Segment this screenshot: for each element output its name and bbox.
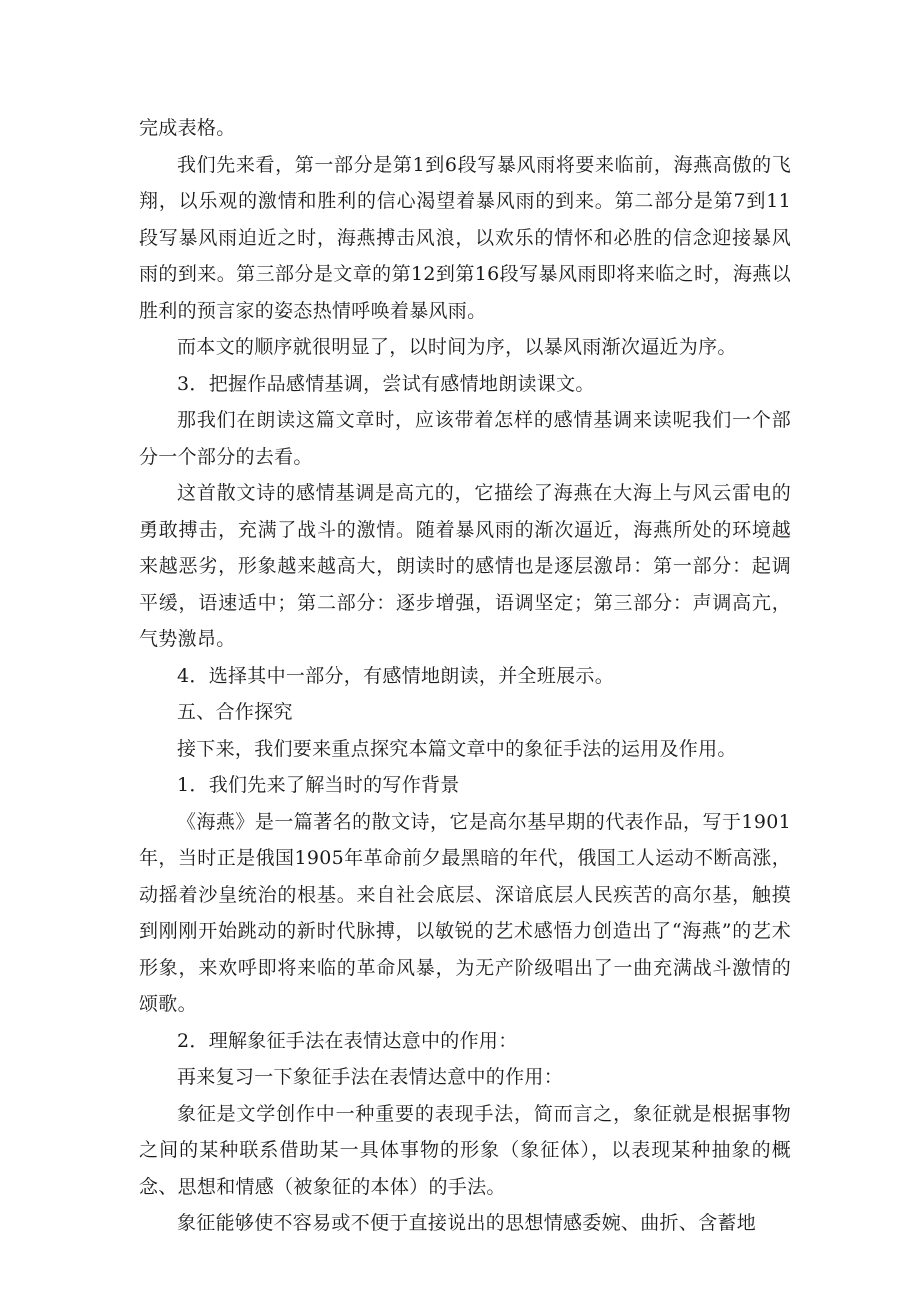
paragraph-review-symbolism: 再来复习一下象征手法在表情达意中的作用： [177, 1066, 564, 1088]
paragraph-item-2-symbolism: 2．理解象征手法在表情达意中的作用： [177, 1029, 518, 1052]
paragraph-order: 而本文的顺序就很明显了，以时间为序，以暴风雨渐次逼近为序。 [177, 336, 737, 358]
paragraph-three-parts: 我们先来看，第一部分是第1到6段写暴风雨将要来临前，海燕高傲的飞翔，以乐观的激情和胜利的信心渴望着暴风雨的到来。第二部分是第7到11段写暴风雨迫近之时，海燕搏击风浪，以欢乐的情怀和必胜的信念迎接暴风雨的到来。第三部分是文章的第12到第16段写暴风雨即将来临之时，海燕以胜利的预言家的姿态热情呼唤着暴风雨。 [139, 153, 791, 322]
paragraph-symbolism-intro: 接下来，我们要来重点探究本篇文章中的象征手法的运用及作用。 [177, 737, 737, 760]
paragraph-writing-background: 《海燕》是一篇著名的散文诗，它是高尔基早期的代表作品，写于1901年，当时正是俄国1905年革命前夕最黑暗的年代，俄国工人运动不断高涨，动摇着沙皇统治的根基。来自社会底层、深谙底层人民疾苦的高尔基，触摸到刚刚开始跳动的新时代脉搏，以敏锐的艺术感悟力创造出了“海燕”的艺术形象，来欢呼即将来临的革命风暴，为无产阶级唱出了一曲充满战斗激情的颂歌。 [139, 810, 791, 1015]
paragraph-symbolism-definition: 象征是文学创作中一种重要的表现手法，简而言之，象征就是根据事物之间的某种联系借助某一具体事物的形象（象征体），以表现某种抽象的概念、思想和情感（被象征的本体）的手法。 [139, 1102, 791, 1198]
paragraph-complete-table: 完成表格。 [139, 117, 236, 139]
paragraph-emotional-tone: 这首散文诗的感情基调是高亢的，它描绘了海燕在大海上与风云雷电的勇敢搏击，充满了战斗的激情。随着暴风雨的渐次逼近，海燕所处的环境越来越恶劣，形象越来越高大，朗读时的感情也是逐层激昂：第一部分：起调平缓，语速适中；第二部分：逐步增强，语调坚定；第三部分：声调高亢，气势激昂。 [139, 482, 791, 650]
paragraph-reading-question: 那我们在朗读这篇文章时，应该带着怎样的感情基调来读呢我们一个部分一个部分的去看。 [139, 409, 791, 468]
paragraph-item-1-background: 1．我们先来了解当时的写作背景 [177, 774, 460, 796]
paragraph-item-4: 4．选择其中一部分，有感情地朗读，并全班展示。 [177, 664, 614, 687]
paragraph-symbolism-function: 象征能够使不容易或不便于直接说出的思想情感委婉、曲折、含蓄地 [177, 1212, 757, 1234]
section-heading-cooperative-inquiry: 五、合作探究 [177, 701, 293, 723]
document-body [139, 110, 791, 1242]
paragraph-item-3: 3．把握作品感情基调，尝试有感情地朗读课文。 [177, 372, 595, 395]
